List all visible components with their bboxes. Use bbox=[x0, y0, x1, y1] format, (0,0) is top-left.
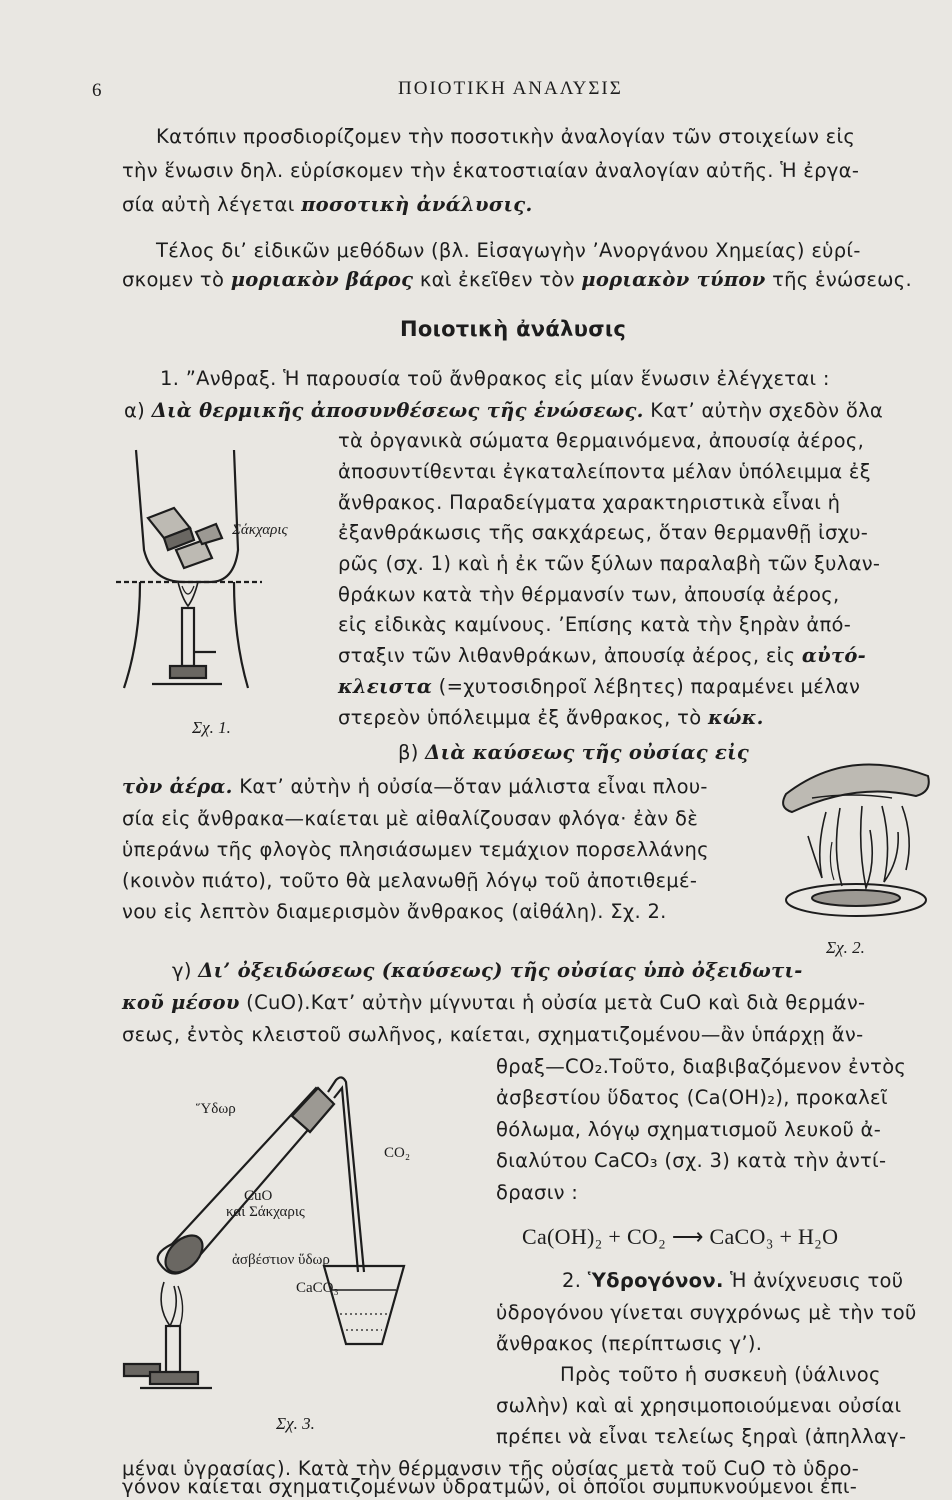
carbon-line-2: α) Διὰ θερμικῆς ἀποσυνθέσεως τῆς ἑνώσεως. Κατ’ αὐτὴν σχεδὸν ὅλα bbox=[124, 399, 884, 422]
beta-line-2: τὸν ἀέρα. Κατ’ αὐτὴν ἡ οὐσία—ὅταν μάλιστα εἶναι πλου- bbox=[122, 775, 708, 798]
carbon-line-9: εἰς εἰδικὰς καμίνους. ’Επίσης κατὰ τὴν ξηρὰν ἀπό- bbox=[338, 613, 852, 636]
gamma-line-8: δρασιν : bbox=[496, 1181, 579, 1204]
gamma-line-2: κοῦ μέσου (CuO).Κατ’ αὐτὴν μίγνυται ἡ οὐσία μετὰ CuO καὶ διὰ θερμάν- bbox=[122, 991, 866, 1014]
figure-1-caption: Σχ. 1. bbox=[192, 718, 231, 737]
hydrogen-line-1: 2. Ὑδρογόνον. Ἡ ἀνίχνευσις τοῦ bbox=[562, 1269, 904, 1292]
hydrogen-line-5: σωλὴν) καὶ αἱ χρησιμοποιούμεναι οὐσίαι bbox=[496, 1394, 902, 1417]
gamma-line-5: ἀσβεστίου ὕδατος (Ca(OH)₂), προκαλεῖ bbox=[496, 1086, 888, 1109]
carbon-line-11: κλειστα (=χυτοσιδηροῖ λέβητες) παραμένει μέλαν bbox=[338, 675, 861, 698]
intro-line-1: Κατόπιν προσδιορίζομεν τὴν ποσοτικὴν ἀναλογίαν τῶν στοιχείων εἰς bbox=[156, 125, 856, 148]
carbon-line-5: ἄνθρακος. Παραδείγματα χαρακτηριστικὰ εἶναι ἡ bbox=[338, 491, 841, 514]
figure-3-label-water: Ὕδωρ bbox=[196, 1101, 236, 1117]
figure-2-drawing bbox=[772, 752, 942, 930]
figure-1 bbox=[112, 440, 342, 700]
figure-3-label-caco3: CaCO₃ bbox=[296, 1280, 339, 1296]
hydrogen-line-7: μέναι ὑγρασίας). Κατὰ τὴν θέρμανσιν τῆς οὐσίας μετὰ τοῦ CuO τὸ ὑδρο- bbox=[122, 1457, 860, 1480]
intro-line-3: σία αὐτὴ λέγεται ποσοτικὴ ἀνάλυσις. bbox=[122, 193, 533, 216]
gamma-line-7: διαλύτου CaCO₃ (σχ. 3) κατὰ τὴν ἀντί- bbox=[496, 1149, 887, 1172]
figure-3 bbox=[120, 1050, 490, 1410]
carbon-line-8: θράκων κατὰ τὴν θέρμανσίν των, ἀπουσίᾳ ἀέρος, bbox=[338, 583, 840, 606]
beta-line-3: σία εἰς ἄνθρακα—καίεται μὲ αἰθαλίζουσαν φλόγα· ἐὰν δὲ bbox=[122, 807, 699, 830]
carbon-line-10: σταξιν τῶν λιθανθράκων, ἀπουσίᾳ ἀέρος, εἰς αὐτό- bbox=[338, 644, 867, 667]
figure-2-caption: Σχ. 2. bbox=[826, 938, 865, 957]
carbon-line-4: ἀποσυντίθενται ἐγκαταλείποντα μέλαν ὑπόλειμμα ἐξ bbox=[338, 460, 871, 483]
figure-3-label-sugar: καὶ Σάκχαρις bbox=[226, 1204, 305, 1220]
carbon-line-7: ρῶς (σχ. 1) καὶ ἡ ἐκ τῶν ξύλων παραλαβὴ τῶν ξυλαν- bbox=[338, 552, 881, 575]
intro-line-5: σκομεν τὸ μοριακὸν βάρος καὶ ἐκεῖθεν τὸν μοριακὸν τύπον τῆς ἑνώσεως. bbox=[122, 268, 913, 291]
hydrogen-line-3: ἄνθρακος (περίπτωσις γ’). bbox=[496, 1332, 763, 1355]
figure-2 bbox=[772, 752, 942, 930]
beta-line-1: β) Διὰ καύσεως τῆς οὐσίας εἰς bbox=[398, 741, 750, 764]
gamma-line-6: θόλωμα, λόγῳ σχηματισμοῦ λευκοῦ ἀ- bbox=[496, 1118, 882, 1141]
gamma-line-1: γ) Δι’ ὀξειδώσεως (καύσεως) τῆς οὐσίας ὑπὸ ὀξειδωτι- bbox=[172, 959, 803, 982]
running-title: ΠΟΙΟΤΙΚΗ ΑΝΑΛΥΣΙΣ bbox=[398, 78, 623, 99]
reaction-equation: Ca(OH)₂ + CO₂ ⟶ CaCO₃ + H₂O bbox=[522, 1224, 839, 1249]
intro-line-4: Τέλος δι’ εἰδικῶν μεθόδων (βλ. Εἰσαγωγὴν ’Ανοργάνου Χημείας) εὑρί- bbox=[156, 239, 861, 262]
hydrogen-line-2: ὑδρογόνου γίνεται συγχρόνως μὲ τὴν τοῦ bbox=[496, 1301, 917, 1324]
carbon-line-1: 1. ”Ανθραξ. Ἡ παρουσία τοῦ ἄνθρακος εἰς μίαν ἕνωσιν ἐλέγχεται : bbox=[160, 367, 830, 390]
carbon-line-12: στερεὸν ὑπόλειμμα ἐξ ἄνθρακος, τὸ κώκ. bbox=[338, 706, 764, 729]
carbon-line-6: ἐξανθράκωσις τῆς σακχάρεως, ὅταν θερμανθῇ ἰσχυ- bbox=[338, 521, 869, 544]
page-number: 6 bbox=[92, 80, 102, 101]
figure-3-drawing bbox=[120, 1050, 490, 1410]
figure-1-label-sugar: Σάκχαρις bbox=[232, 522, 288, 538]
figure-3-caption: Σχ. 3. bbox=[276, 1414, 315, 1433]
gamma-line-3: σεως, ἐντὸς κλειστοῦ σωλῆνος, καίεται, σχηματιζομένου—ἂν ὑπάρχῃ ἄν- bbox=[122, 1023, 864, 1046]
section-title: Ποιοτικὴ ἀνάλυσις bbox=[400, 317, 627, 341]
figure-3-label-co2: CO₂ bbox=[384, 1145, 411, 1161]
beta-line-6: νου εἰς λεπτὸν διαμερισμὸν ἄνθρακος (αἰθάλη). Σχ. 2. bbox=[122, 900, 667, 923]
figure-1-drawing bbox=[112, 440, 342, 700]
gamma-line-4: θραξ—CO₂.Τοῦτο, διαβιβαζόμενον ἐντὸς bbox=[496, 1055, 907, 1078]
figure-3-label-cuo: CuO bbox=[244, 1188, 273, 1204]
hydrogen-line-8: γόνον καίεται σχηματιζομένων ὑδρατμῶν, οἱ ὁποῖοι συμπυκνούμενοι ἐπι- bbox=[122, 1475, 858, 1498]
hydrogen-line-4: Πρὸς τοῦτο ἡ συσκευὴ (ὑάλινος bbox=[560, 1363, 881, 1386]
figure-3-label-limewater: ἀσβέστιον ὕδωρ bbox=[232, 1252, 330, 1268]
beta-line-4: ὑπεράνω τῆς φλογὸς πλησιάσωμεν τεμάχιον πορσελλάνης bbox=[122, 838, 709, 861]
beta-line-5: (κοινὸν πιάτο), τοῦτο θὰ μελανωθῇ λόγῳ τοῦ ἀποτιθεμέ- bbox=[122, 869, 698, 892]
carbon-line-3: τὰ ὀργανικὰ σώματα θερμαινόμενα, ἀπουσίᾳ ἀέρος, bbox=[338, 429, 865, 452]
intro-line-2: τὴν ἕνωσιν δηλ. εὑρίσκομεν τὴν ἑκατοστιαίαν ἀναλογίαν αὐτῆς. Ἡ ἐργα- bbox=[122, 159, 860, 182]
hydrogen-line-6: πρέπει νὰ εἶναι τελείως ξηραὶ (ἀπηλλαγ- bbox=[496, 1425, 907, 1448]
